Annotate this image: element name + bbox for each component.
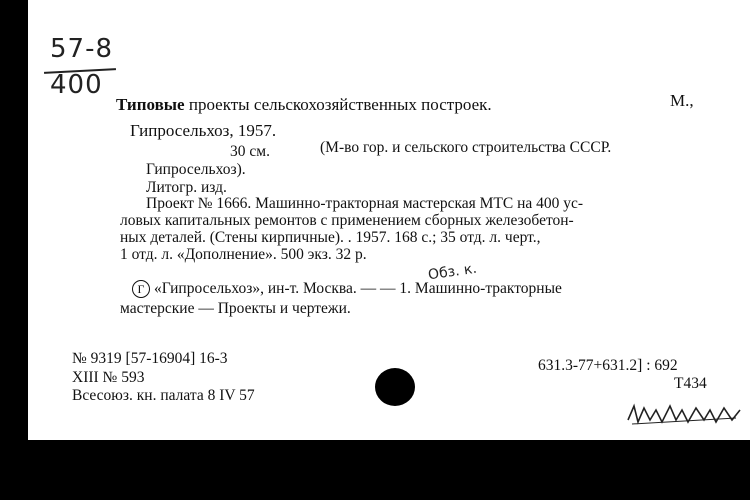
title-line bbox=[116, 96, 492, 114]
handwritten-note: Обз. к. bbox=[427, 260, 478, 284]
print-note: Литогр. изд. bbox=[146, 179, 227, 196]
book-chamber: Всесоюз. кн. палата 8 IV 57 bbox=[72, 387, 255, 404]
author-mark: Т434 bbox=[674, 375, 707, 392]
project-line-4: 1 отд. л. «Дополнение». 500 экз. 32 р. bbox=[120, 246, 367, 263]
project-line-2: ловых капитальных ремонтов с применением сборных железобетон- bbox=[120, 212, 574, 229]
subject-line-1-text: «Гипросельхоз», ин-т. Москва. — — 1. Машинно-тракторные bbox=[154, 280, 562, 297]
punch-hole bbox=[375, 368, 415, 406]
project-line-3: ных деталей. (Стены кирпичные). . 1957. 168 с.; 35 отд. л. черт., bbox=[120, 229, 541, 246]
series-line-2: Гипросельхоз). bbox=[146, 161, 246, 178]
catalog-card bbox=[28, 0, 750, 440]
handwritten-signature bbox=[626, 400, 746, 426]
series-line-1: (М-во гор. и сельского строительства СССР. bbox=[320, 139, 612, 156]
project-line-1: Проект № 1666. Машинно-тракторная мастерская МТС на 400 ус- bbox=[146, 195, 584, 212]
place: М., bbox=[670, 91, 694, 110]
circled-g-mark: Г bbox=[132, 280, 150, 298]
subject-line-2: мастерские — Проекты и чертежи. bbox=[120, 300, 351, 317]
subject-line-1 bbox=[132, 280, 562, 298]
title-rest: проекты сельскохозяйственных построек. bbox=[188, 95, 492, 114]
shelf-mark-bottom: 400 bbox=[50, 70, 103, 100]
size: 30 см. bbox=[230, 143, 270, 160]
title-lead: Типовые bbox=[116, 95, 185, 114]
classification: 631.3-77+631.2] : 692 bbox=[538, 357, 678, 374]
volume: XIII № 593 bbox=[72, 369, 145, 386]
publisher-year: Гипросельхоз, 1957. bbox=[130, 121, 277, 140]
shelf-mark-top: 57-8 bbox=[50, 34, 114, 64]
record-number: № 9319 [57-16904] 16-3 bbox=[72, 350, 228, 367]
